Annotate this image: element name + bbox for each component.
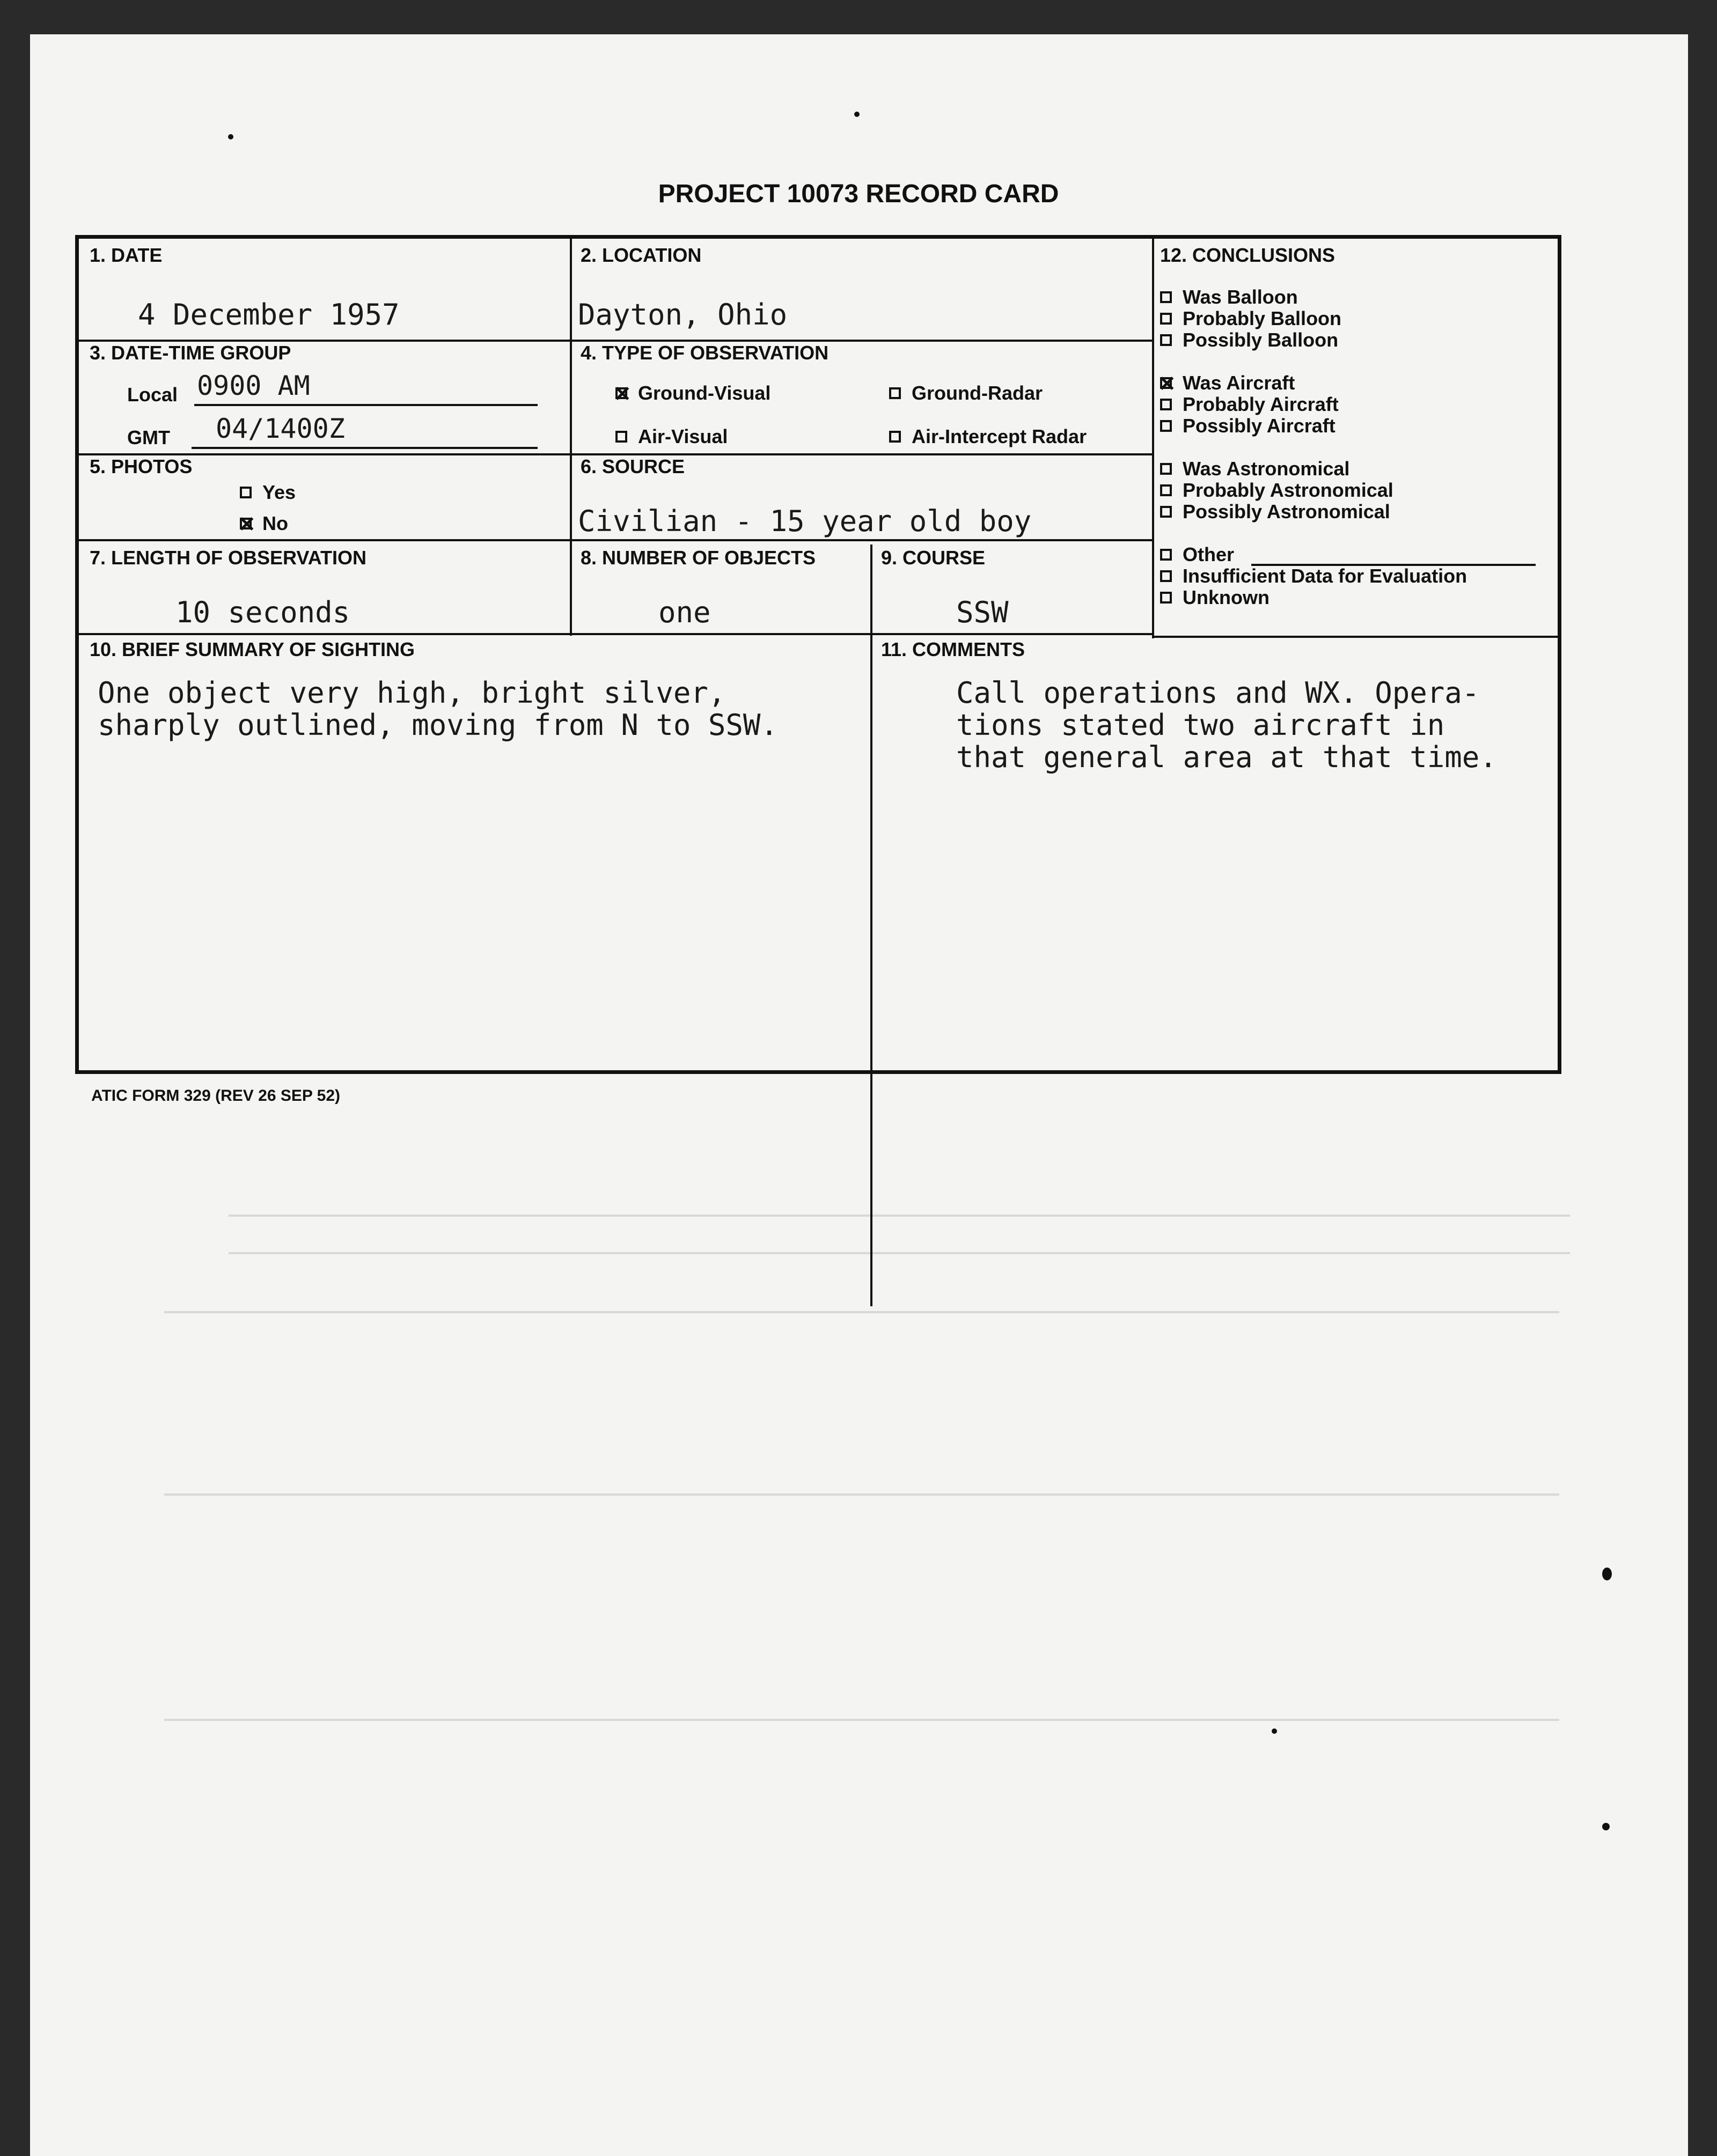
length-of-observation-value: 10 seconds — [175, 595, 350, 629]
option-photos-yes[interactable]: Yes — [240, 481, 296, 504]
comments-line: tions stated two aircraft in — [956, 708, 1445, 742]
checkbox-icon — [1160, 506, 1172, 518]
record-card — [75, 235, 1561, 1074]
checkbox-icon — [1160, 334, 1172, 346]
conclusion-probably-balloon[interactable]: Probably Balloon — [1160, 307, 1341, 330]
checkbox-icon — [1160, 313, 1172, 325]
conclusions-label: 12. CONCLUSIONS — [1160, 244, 1336, 266]
option-air-visual[interactable]: Air-Visual — [615, 425, 728, 448]
speck — [1272, 1728, 1277, 1734]
conclusion-insufficient-data[interactable]: Insufficient Data for Evaluation — [1160, 565, 1467, 587]
source-value: Civilian - 15 year old boy — [578, 504, 1032, 538]
conclusion-unknown[interactable]: Unknown — [1160, 586, 1270, 609]
summary-line: One object very high, bright silver, — [98, 676, 726, 710]
course-label: 9. COURSE — [881, 547, 986, 569]
location-label: 2. LOCATION — [581, 244, 702, 266]
conclusion-was-astronomical[interactable]: Was Astronomical — [1160, 458, 1349, 480]
checkbox-icon — [1160, 549, 1172, 561]
date-label: 1. DATE — [90, 244, 163, 266]
checkbox-icon — [1160, 377, 1172, 389]
conclusion-possibly-balloon[interactable]: Possibly Balloon — [1160, 329, 1338, 351]
speck — [1602, 1568, 1612, 1580]
gmt-value: 04/1400Z — [216, 413, 345, 444]
conclusion-possibly-aircraft[interactable]: Possibly Aircraft — [1160, 415, 1336, 437]
checkbox-icon — [240, 518, 252, 529]
option-air-intercept-radar[interactable]: Air-Intercept Radar — [889, 425, 1087, 448]
conclusion-was-balloon[interactable]: Was Balloon — [1160, 286, 1298, 308]
summary-line: sharply outlined, moving from N to SSW. — [98, 708, 778, 742]
number-of-objects-value: one — [658, 595, 711, 629]
date-time-group-label: 3. DATE-TIME GROUP — [90, 342, 291, 364]
location-value: Dayton, Ohio — [578, 298, 788, 332]
checkbox-icon — [1160, 420, 1172, 432]
comments-label: 11. COMMENTS — [881, 638, 1025, 660]
gmt-label: GMT — [127, 426, 170, 448]
checkbox-icon — [615, 431, 627, 443]
length-of-observation-label: 7. LENGTH OF OBSERVATION — [90, 547, 367, 569]
option-photos-no[interactable]: No — [240, 512, 288, 535]
type-of-observation-label: 4. TYPE OF OBSERVATION — [581, 342, 829, 364]
conclusion-was-aircraft[interactable]: Was Aircraft — [1160, 372, 1295, 394]
speck — [228, 134, 233, 139]
date-value: 4 December 1957 — [138, 298, 400, 332]
photos-label: 5. PHOTOS — [90, 455, 193, 477]
option-ground-radar[interactable]: Ground-Radar — [889, 382, 1043, 404]
checkbox-icon — [1160, 399, 1172, 410]
option-ground-visual[interactable]: Ground-Visual — [615, 382, 771, 404]
form-number: ATIC FORM 329 (REV 26 SEP 52) — [91, 1087, 341, 1105]
speck — [854, 112, 860, 117]
checkbox-icon — [1160, 592, 1172, 604]
source-label: 6. SOURCE — [581, 455, 685, 477]
course-value: SSW — [956, 595, 1009, 629]
conclusion-probably-astronomical[interactable]: Probably Astronomical — [1160, 479, 1393, 502]
conclusion-other[interactable]: Other — [1160, 543, 1234, 566]
summary-label: 10. BRIEF SUMMARY OF SIGHTING — [90, 638, 415, 660]
comments-line: Call operations and WX. Opera- — [956, 676, 1480, 710]
conclusion-possibly-astronomical[interactable]: Possibly Astronomical — [1160, 501, 1390, 523]
checkbox-icon — [1160, 463, 1172, 475]
checkbox-icon — [1160, 570, 1172, 582]
checkbox-icon — [889, 387, 901, 399]
checkbox-icon — [889, 431, 901, 443]
conclusion-probably-aircraft[interactable]: Probably Aircraft — [1160, 393, 1339, 416]
local-label: Local — [127, 384, 178, 406]
checkbox-icon — [1160, 291, 1172, 303]
checkbox-icon — [240, 487, 252, 498]
speck — [1602, 1823, 1610, 1830]
local-time-value: 0900 AM — [197, 370, 310, 401]
checkbox-icon — [615, 387, 627, 399]
card-title: PROJECT 10073 RECORD CARD — [658, 180, 1059, 208]
number-of-objects-label: 8. NUMBER OF OBJECTS — [581, 547, 816, 569]
checkbox-icon — [1160, 484, 1172, 496]
comments-line: that general area at that time. — [956, 740, 1497, 774]
